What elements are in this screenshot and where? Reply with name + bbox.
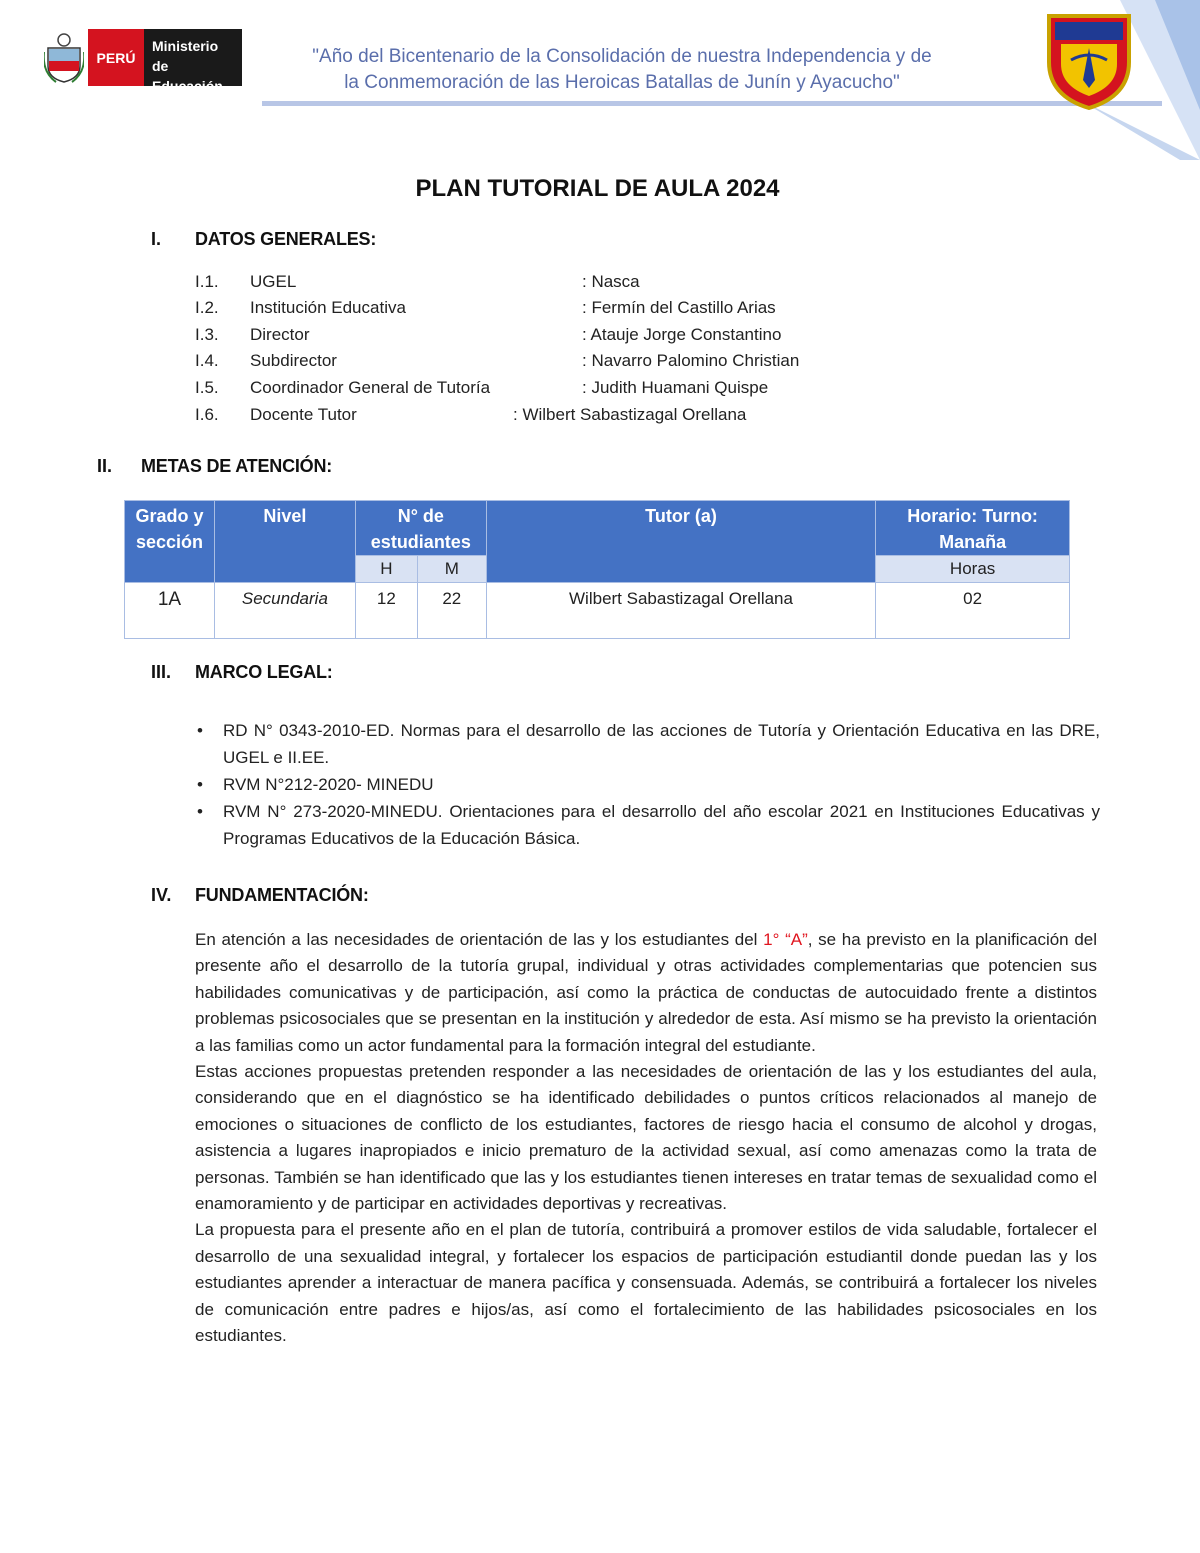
- paragraph: [195, 927, 1097, 1059]
- datos-number: I.1.: [195, 272, 219, 291]
- cell-grado: 1A: [125, 583, 215, 639]
- peru-label: PERÚ: [88, 29, 144, 86]
- datos-value: : Judith Huamani Quispe: [582, 378, 769, 397]
- paragraph-text: , se ha previsto en la planificación del presente año el desarrollo de la tutoría grupal, individual y otras actividades complementarias que potencien sus habilidades comunicativas y de participación, así como la práctica de conductas de autocuidado frente a distintos problemas psicosociales que se presentan en la institución y alrededor de esta. Así mismo se ha previsto la orientación a las familias como un actor fundamental para la formación integral del estudiante.: [195, 930, 1098, 1055]
- datos-label: Subdirector: [250, 351, 337, 370]
- datos-number: I.6.: [195, 405, 219, 424]
- section-number: III.: [151, 662, 172, 682]
- section-datos-generales: [151, 229, 551, 253]
- paragraph-text: En atención a las necesidades de orientación de las y los estudiantes del: [195, 930, 764, 949]
- list-item: • RVM N°212-2020- MINEDU: [195, 771, 1100, 798]
- section-heading: DATOS GENERALES:: [195, 229, 377, 249]
- section-metas-atencion: [97, 456, 497, 480]
- datos-row: [195, 272, 895, 296]
- school-emblem-icon: [1043, 10, 1135, 110]
- motto-line-2: la Conmemoración de las Heroicas Batallas de Junín y Ayacucho": [344, 72, 900, 93]
- header-divider: [262, 101, 1162, 106]
- header-grado-seccion: Grado y sección: [125, 501, 215, 583]
- year-motto: [262, 44, 982, 96]
- metas-table: [124, 500, 1070, 639]
- datos-value: : Nasca: [582, 272, 640, 291]
- section-fundamentacion: [151, 885, 551, 909]
- ministry-line-1: Ministerio: [152, 38, 219, 54]
- cell-tutor: Wilbert Sabastizagal Orellana: [486, 583, 875, 639]
- cell-hombres: 12: [355, 583, 417, 639]
- grade-highlight: 1° “A”: [763, 930, 808, 949]
- subheader-h: H: [355, 556, 417, 583]
- header-nivel: Nivel: [214, 501, 355, 583]
- datos-number: I.4.: [195, 351, 219, 370]
- section-heading: FUNDAMENTACIÓN:: [195, 885, 369, 905]
- section-marco-legal: [151, 662, 551, 686]
- motto-line-1: "Año del Bicentenario de la Consolidación de nuestra Independencia y de: [312, 46, 932, 67]
- datos-value: : Fermín del Castillo Arias: [582, 298, 776, 317]
- datos-number: I.2.: [195, 298, 219, 317]
- subheader-horas: Horas: [876, 556, 1070, 583]
- table-row: [125, 583, 1070, 639]
- datos-label: Institución Educativa: [250, 298, 406, 317]
- datos-row: [195, 351, 895, 375]
- datos-number: I.3.: [195, 325, 219, 344]
- section-number: I.: [151, 229, 162, 249]
- datos-row: [195, 405, 895, 429]
- section-heading: METAS DE ATENCIÓN:: [141, 456, 333, 476]
- datos-label: Director: [250, 325, 310, 344]
- datos-row: [195, 298, 895, 322]
- list-item: • RD N° 0343-2010-ED. Normas para el desarrollo de las acciones de Tutoría y Orientación Educativa en las DRE, UGEL e II.EE.: [195, 717, 1100, 771]
- ministry-line-2: de Educación: [152, 58, 223, 94]
- header-horario: Horario: Turno: Manaña: [876, 501, 1070, 556]
- marco-legal-list: [195, 717, 1100, 852]
- datos-label: UGEL: [250, 272, 297, 291]
- list-item: • RVM N° 273-2020-MINEDU. Orientaciones para el desarrollo del año escolar 2021 en Instituciones Educativas y Programas Educativos de la Educación Básica.: [195, 798, 1100, 852]
- cell-nivel: Secundaria: [214, 583, 355, 639]
- document-title: PLAN TUTORIAL DE AULA 2024: [415, 175, 780, 202]
- header-num-estudiantes: N° de estudiantes: [355, 501, 486, 556]
- datos-value: : Wilbert Sabastizagal Orellana: [513, 405, 747, 424]
- datos-row: [195, 325, 895, 349]
- subheader-m: M: [417, 556, 486, 583]
- datos-number: I.5.: [195, 378, 219, 397]
- header-tutor: Tutor (a): [486, 501, 875, 583]
- paragraph: Estas acciones propuestas pretenden responder a las necesidades de orientación de las y los estudiantes del aula, considerando que en el diagnóstico se ha identificado debilidades o puntos críticos relacionados al manejo de emociones o situaciones de conflicto de los estudiantes, factores de riesgo hacia el consumo de alcohol y drogas, asistencia a lugares inapropiados e inicio prematuro de la actividad sexual, así como amenazas como la trata de personas. También se han identificado que las y los estudiantes tienen intereses en tratar temas de sexualidad como el enamoramiento y de participar en actividades deportivas y recreativas.: [195, 1062, 1097, 1214]
- page-header: [0, 0, 1200, 160]
- section-number: IV.: [151, 885, 172, 905]
- datos-value: : Atauje Jorge Constantino: [582, 325, 782, 344]
- datos-label: Coordinador General de Tutoría: [250, 378, 491, 397]
- peru-coat-of-arms-icon: [44, 32, 84, 84]
- section-heading: MARCO LEGAL:: [195, 662, 333, 682]
- ministry-label: [144, 29, 242, 94]
- datos-label: Docente Tutor: [250, 405, 357, 424]
- section-number: II.: [97, 456, 113, 476]
- cell-mujeres: 22: [417, 583, 486, 639]
- cell-horas: 02: [876, 583, 1070, 639]
- datos-row: [195, 378, 895, 402]
- paragraph: La propuesta para el presente año en el plan de tutoría, contribuirá a promover estilos de vida saludable, fortalecer el desarrollo de una sexualidad integral, y fortalecer los espacios de participación estudiantil donde puedan las y los estudiantes aprender a interactuar de manera pacífica y consensuada. Además, se contribuirá a fortalecer los niveles de comunicación entre padres e hijos/as, así como el fortalecimiento de las habilidades psicosociales en los estudiantes.: [195, 1220, 1097, 1346]
- datos-value: : Navarro Palomino Christian: [582, 351, 800, 370]
- fundamentacion-body: [195, 927, 1097, 1350]
